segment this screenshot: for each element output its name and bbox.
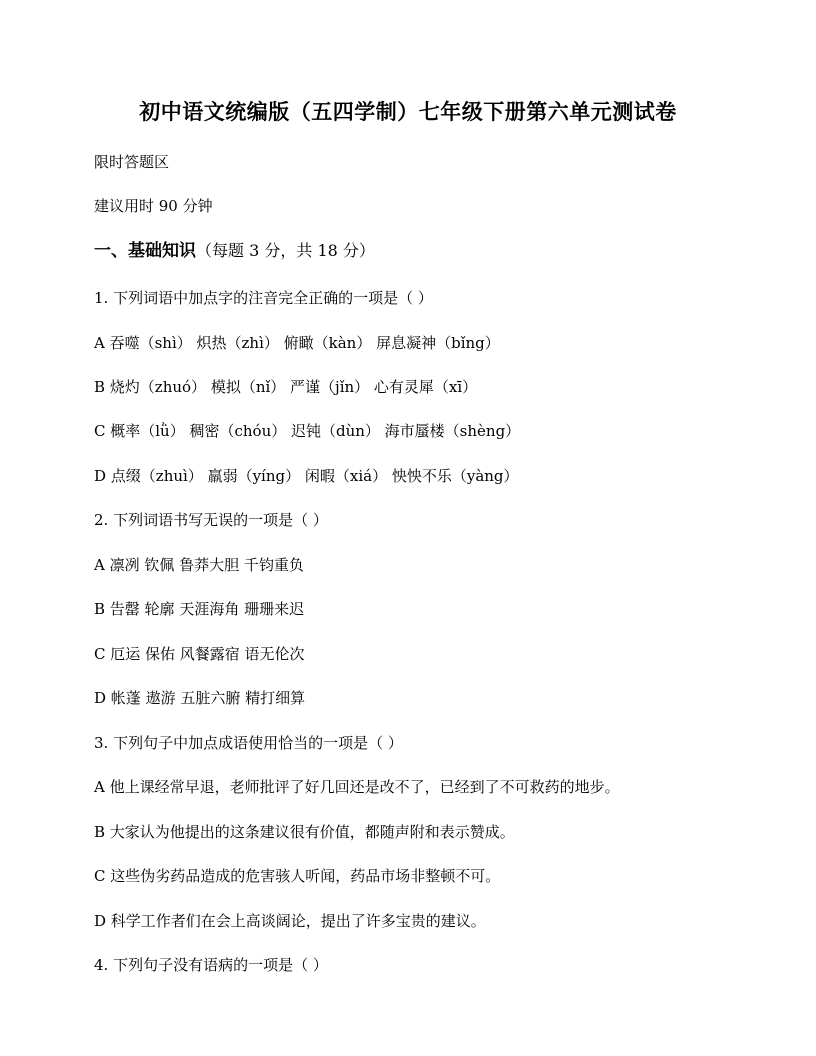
- question-2-option-b: B 告罄 轮廓 天涯海角 珊珊来迟: [94, 600, 305, 618]
- question-3-option-b: B 大家认为他提出的这条建议很有价值，都随声附和表示赞成。: [94, 823, 515, 841]
- question-2-stem: 2. 下列词语书写无误的一项是（ ）: [94, 511, 328, 529]
- question-2-option-a: A 凛冽 钦佩 鲁莽大胆 千钧重负: [94, 556, 304, 574]
- answer-zone-label: 限时答题区: [94, 153, 170, 171]
- section-score-note: （每题 3 分，共 18 分）: [196, 241, 375, 260]
- section-heading: [94, 240, 375, 262]
- question-1-option-d: D 点缀（zhuì） 羸弱（yíng） 闲暇（xiá） 怏怏不乐（yàng）: [94, 467, 519, 485]
- document-title: 初中语文统编版（五四学制）七年级下册第六单元测试卷: [139, 99, 677, 124]
- question-4-stem: 4. 下列句子没有语病的一项是（ ）: [94, 956, 328, 974]
- question-1-option-b: B 烧灼（zhuó） 模拟（nǐ） 严谨（jǐn） 心有灵犀（xī）: [94, 378, 478, 396]
- question-1-stem: 1. 下列词语中加点字的注音完全正确的一项是（ ）: [94, 289, 433, 307]
- question-2-option-c: C 厄运 保佑 风餐露宿 语无伦次: [94, 645, 305, 663]
- suggested-time: 建议用时 90 分钟: [94, 197, 213, 215]
- question-1-option-a: A 吞噬（shì） 炽热（zhì） 俯瞰（kàn） 屏息凝神（bǐng）: [94, 334, 500, 352]
- section-title: 一、基础知识: [94, 241, 196, 261]
- question-3-option-a: A 他上课经常早退，老师批评了好几回还是改不了，已经到了不可救药的地步。: [94, 778, 620, 796]
- question-3-stem: 3. 下列句子中加点成语使用恰当的一项是（ ）: [94, 734, 403, 752]
- question-1-option-c: C 概率（lǜ） 稠密（chóu） 迟钝（dùn） 海市蜃楼（shèng）: [94, 422, 521, 440]
- question-2-option-d: D 帐蓬 遨游 五脏六腑 精打细算: [94, 689, 306, 707]
- question-3-option-d: D 科学工作者们在会上高谈阔论，提出了许多宝贵的建议。: [94, 912, 486, 930]
- question-3-option-c: C 这些伪劣药品造成的危害骇人听闻，药品市场非整顿不可。: [94, 867, 501, 885]
